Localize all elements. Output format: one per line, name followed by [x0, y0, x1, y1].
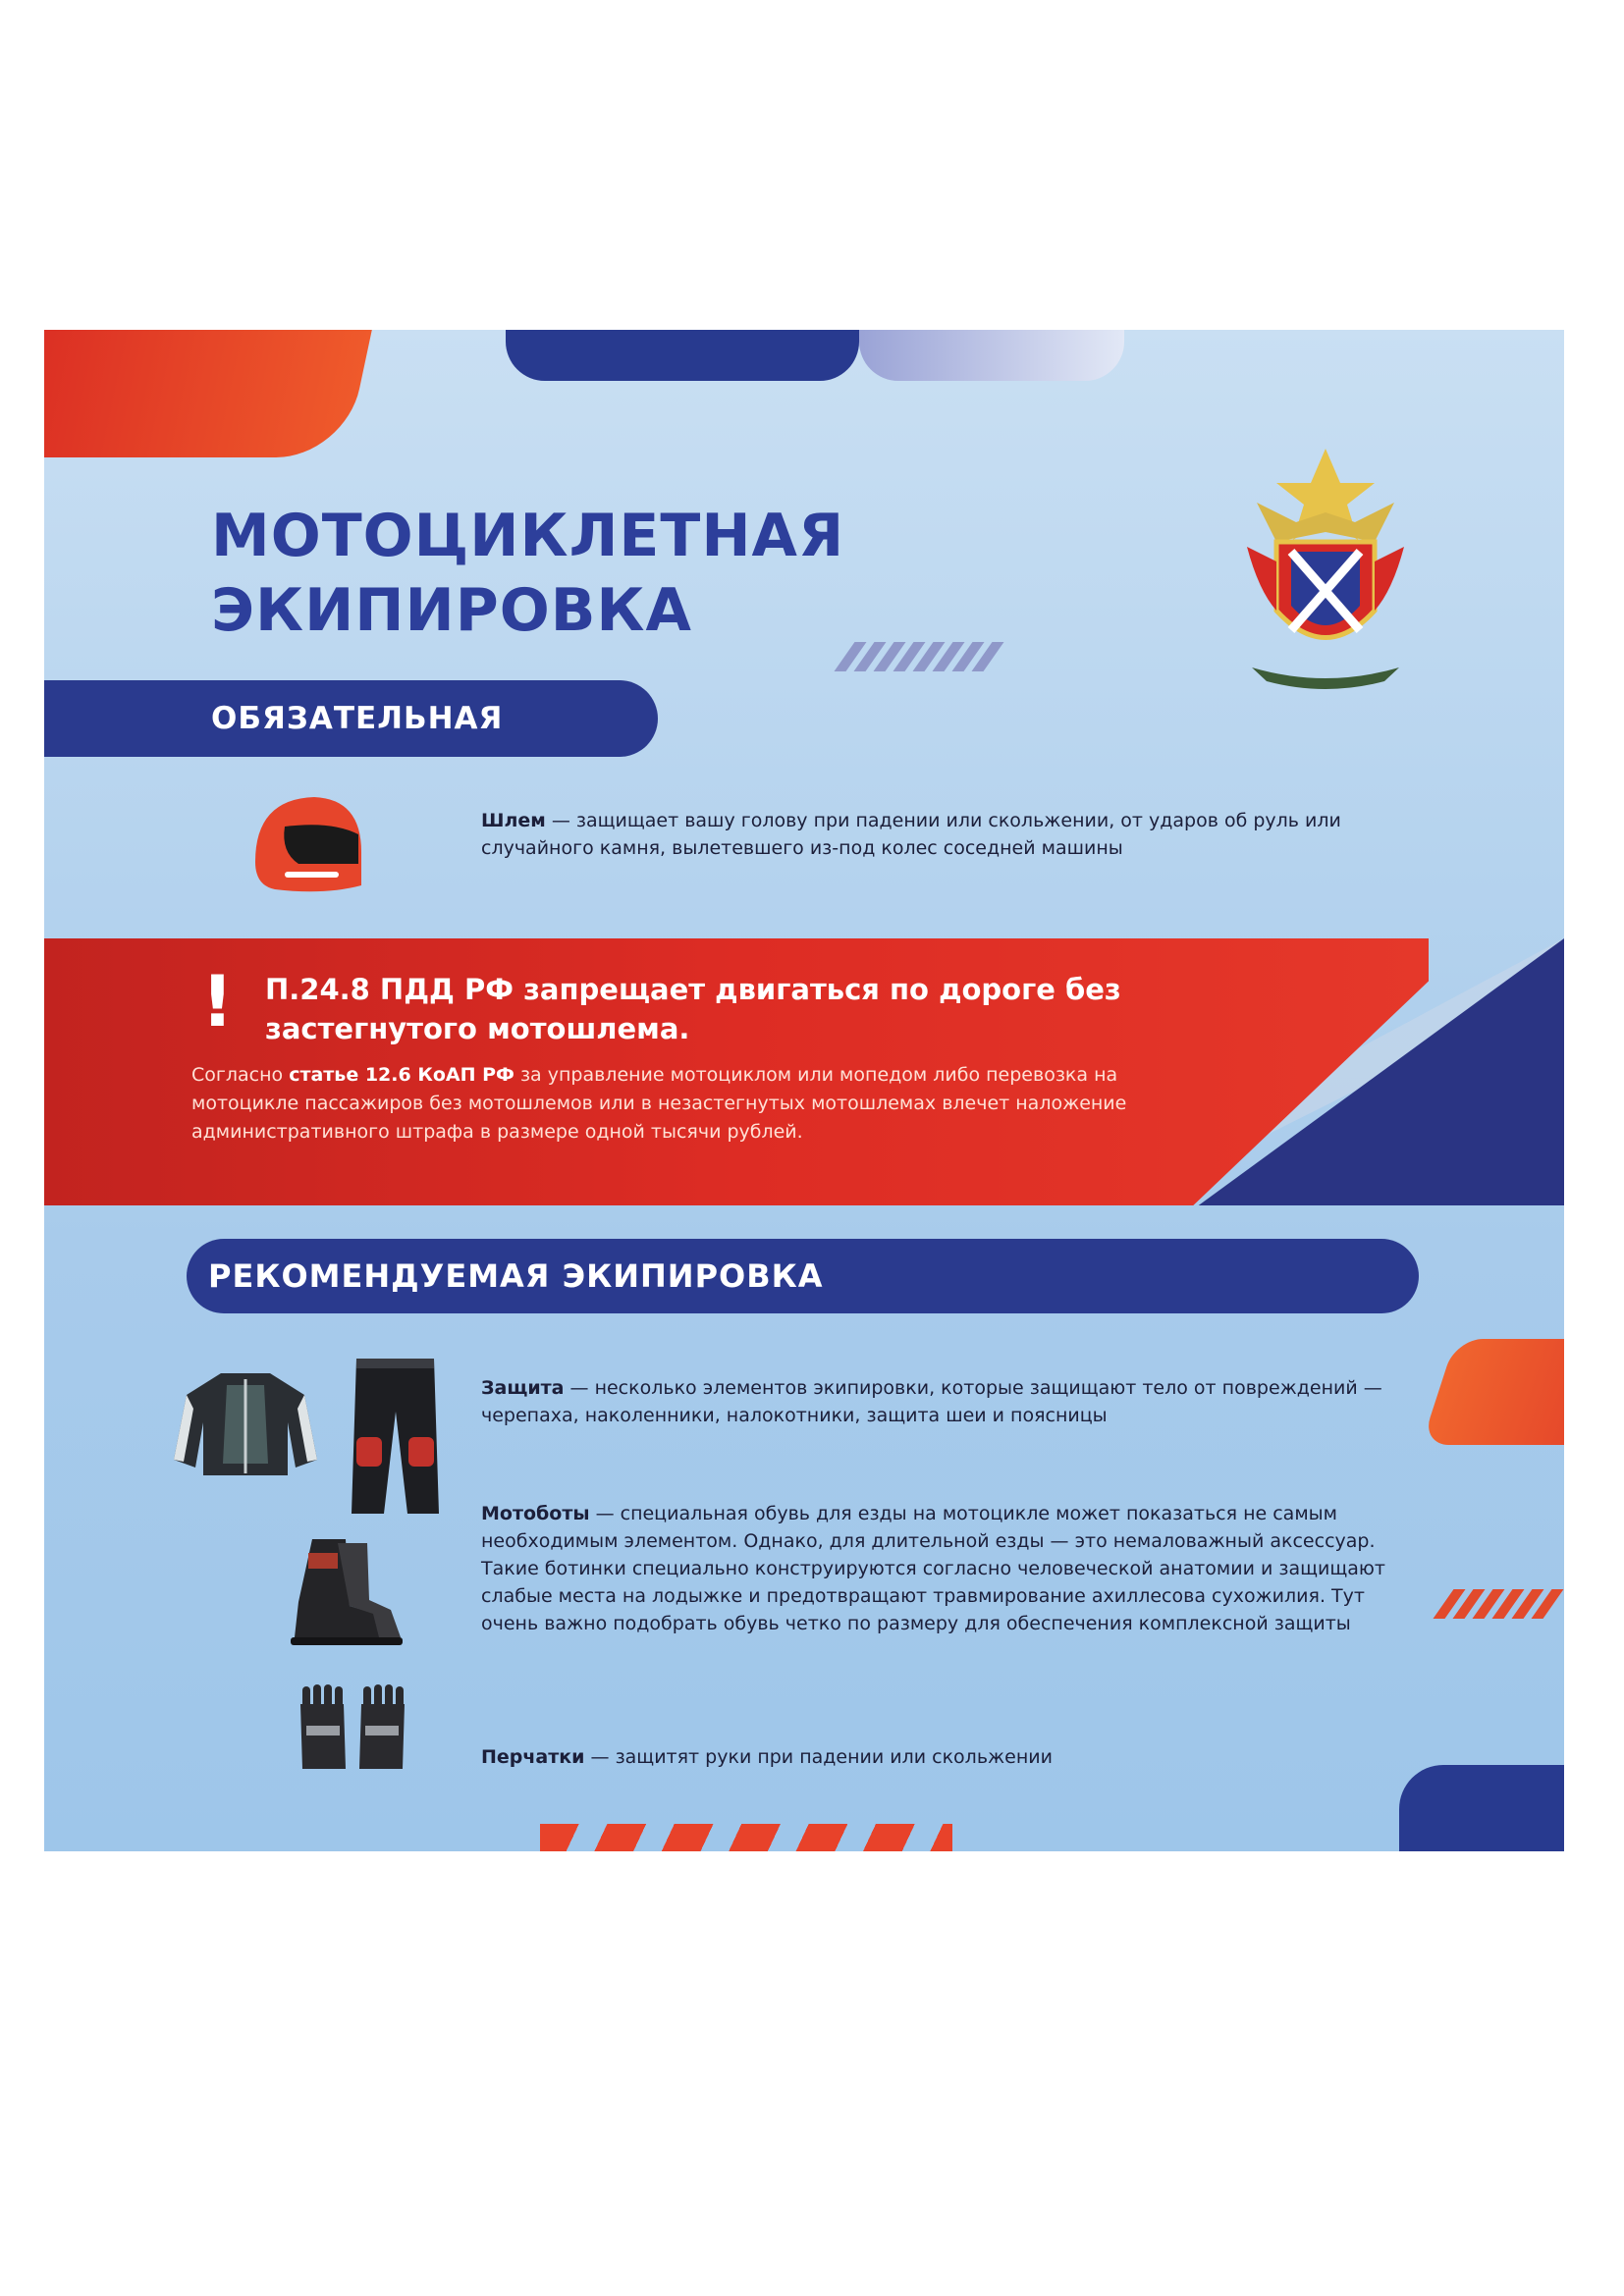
- boots-term: Мотоботы: [481, 1503, 590, 1524]
- police-emblem-icon: [1237, 444, 1414, 699]
- helmet-icon: [245, 791, 368, 899]
- boots-text: — специальная обувь для езды на мотоцикле может показаться не самым необходимым элементом. Однако, для длительной езды — это немаловажный аксессуар. Такие ботинки специально конструируются согласно человеческой анатомии и защищают слабые места на лодыжке и предотвращают травмирование ахиллесова сухожилия. Тут очень важно подобрать обувь четко по размеру для обеспечения комплексной защиты: [481, 1503, 1385, 1634]
- decor-stripes-bottom: [540, 1824, 952, 1851]
- law-body: [191, 1061, 1183, 1147]
- protection-term: Защита: [481, 1377, 565, 1399]
- exclamation-icon: !: [201, 960, 234, 1042]
- law-body-prefix: Согласно: [191, 1064, 290, 1086]
- law-article: статье 12.6 КоАП РФ: [289, 1064, 514, 1086]
- decor-light-tab: [859, 330, 1124, 381]
- poster-title: МОТОЦИКЛЕТНАЯ ЭКИПИРОВКА: [211, 502, 845, 645]
- decor-stripes-red: [1443, 1589, 1553, 1619]
- poster: [44, 330, 1564, 1851]
- gloves-description: [481, 1743, 1394, 1771]
- law-headline: П.24.8 ПДД РФ запрещает двигаться по дороге без застегнутого мотошлема.: [265, 973, 1121, 1045]
- helmet-term: Шлем: [481, 810, 546, 831]
- boots-icon: [285, 1535, 407, 1645]
- decor-stripes-navy: [844, 642, 994, 671]
- gloves-term: Перчатки: [481, 1746, 585, 1768]
- protection-text: — несколько элементов экипировки, которые защищают тело от повреждений — черепаха, наколенники, налокотники, защита шеи и поясницы: [481, 1377, 1382, 1426]
- boots-description: [481, 1500, 1404, 1637]
- jacket-icon: [172, 1365, 319, 1483]
- law-body-rest: за управление мотоциклом или мопедом либо перевозка на мотоцикле пассажиров без мотошлемов или в незастегнутых мотошлемах влечет наложение административного штрафа в размере одной тысячи рублей.: [191, 1064, 1127, 1143]
- gloves-icon: [295, 1682, 412, 1773]
- helmet-text: — защищает вашу голову при падении или скольжении, от ударов об руль или случайного камня, вылетевшего из-под колес соседней машины: [481, 810, 1341, 859]
- decor-red-corner: [44, 330, 372, 457]
- section-mandatory-heading: ОБЯЗАТЕЛЬНАЯ: [44, 680, 658, 757]
- pants-icon: [349, 1355, 442, 1520]
- decor-navy-tab: [506, 330, 859, 381]
- section-recommended-heading: РЕКОМЕНДУЕМАЯ ЭКИПИРОВКА: [187, 1239, 1419, 1313]
- helmet-description: [481, 807, 1384, 862]
- gloves-text: — защитят руки при падении или скольжении: [584, 1746, 1053, 1768]
- decor-navy-corner: [1399, 1765, 1564, 1851]
- decor-orange-tab: [1421, 1339, 1564, 1445]
- protection-description: [481, 1374, 1394, 1429]
